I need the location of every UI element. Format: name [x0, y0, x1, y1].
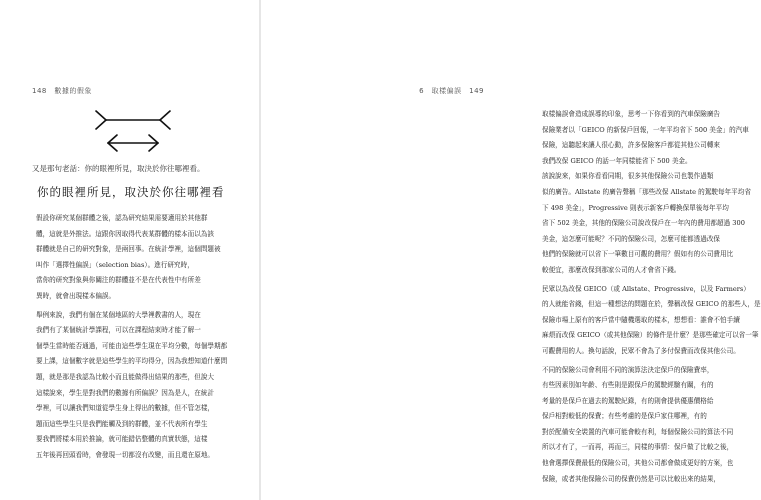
- body-text-line: 該說說來，如果你看看同期，很多其他保險公司也製作過類: [542, 172, 714, 181]
- body-text-line: 民眾以為改保 GEICO（或 Allstate、Progressive，以及 Farmers）: [542, 284, 750, 293]
- right-page: [261, 0, 761, 500]
- body-text-line: 保險，或者其他保險公司的保費仍然是可以比較出來的結果，: [542, 474, 721, 483]
- body-text-line: 體，這就是外推法。這跟你因取得代表某群體的樣本而以為該: [36, 229, 215, 238]
- body-text-line: 當你的研究對象與你關注的群體並不是在代表性中有所差: [36, 276, 201, 285]
- body-text-line: 的人就能省錢，但這一種想法的問題在於，聲稱改保 GEICO 的那些人，是: [542, 300, 761, 309]
- body-text-line: 考量的是保戶在過去的駕駛紀錄，有的則會提供優惠價格給: [542, 396, 714, 405]
- body-text-line: 舉例來說，我們有個在某個地區的大學裡教書的人，現在: [36, 310, 201, 319]
- body-text-line: 題而這些學生只是我們能觸及到的群體，並不代表所有學生: [36, 419, 208, 428]
- body-text-line: 可觀費用的人。換句話說，民眾不會為了多付保費而改保其他公司。: [542, 346, 740, 355]
- body-text-line: 取樣偏誤會造成誤導的印象，思考一下你看到的汽車保險廣告: [542, 110, 721, 118]
- body-text-line: 麻煩而改保 GEICO（或其他保險）的條件是什麼？是那些確定可以省一筆: [542, 331, 759, 340]
- body-text-line: 群體就是自己的研究對象，是兩回事。在統計學裡，這個問題被: [36, 245, 221, 254]
- body-text-line: 叫作「選擇性偏誤」（selection bias）。進行研究時，: [36, 260, 194, 269]
- body-text-line: 不同的保險公司會利用不同的演算法決定保戶的保險費率，: [542, 365, 714, 374]
- left-page: [0, 0, 259, 500]
- body-text-line: 似的廣告。Allstate 的廣告聲稱「那些改保 Allstate 的駕駛每年平均省: [542, 187, 751, 196]
- muller-lyer-illusion-figure: [90, 108, 180, 156]
- body-text-line: 他們的保險就可以省下一筆數目可觀的費用？假如有的公司費用比: [542, 250, 734, 259]
- body-text-line: 保險業者以「GEICO 的新保戶回報，一年平均省下 500 美金」的汽車: [542, 125, 749, 134]
- right-body-text: [542, 107, 761, 487]
- body-text-line: 五年後再回頭看時，會發現一切都沒有改變，而且還在原地。: [36, 450, 215, 459]
- section-title: 你的眼裡所見，取決於你往哪裡看: [37, 185, 225, 199]
- body-text-line: 保戶相對較低的保費；有些考慮的是保戶家住哪裡，有的: [542, 412, 707, 421]
- body-text-line: 對於配備安全裝置的汽車可能會較有利，每個保險公司的算法不同: [542, 427, 734, 436]
- body-text-line: 學裡，可以讓我們知道從學生身上得出的數據，但不管怎樣，: [36, 404, 215, 413]
- figure-caption: 又是那句老話：你的眼裡所見，取決於你往哪裡看。: [32, 164, 205, 173]
- left-body-text: [36, 211, 236, 464]
- body-text-line: 這樣說來，學生是對我們的數據有所偏誤？因為是人，在統計: [36, 388, 215, 397]
- body-text-line: 較便宜，那麼改保到那家公司的人才會省下錢。: [542, 265, 681, 274]
- body-text-line: 我們改保 GEICO 的話一年同樣能省下 500 美金。: [542, 156, 692, 165]
- body-text-line: 有些因素別如年齡、有些則是跟保戶的駕駛經驗有關，有的: [542, 381, 714, 390]
- body-text-line: 假設你研究某個群體之後，認為研究結果需要適用於其他群: [36, 214, 208, 222]
- body-text-line: 保險，這聽起來讓人很心動，許多保險客戶都從其他公司轉來: [542, 141, 721, 150]
- body-text-line: 省下 502 美金，其他的保險公司說改保戶在一年內的費用都超過 300: [542, 219, 745, 228]
- body-text-line: 要我們將樣本用於推論，就可能錯估整體的真實狀態，這樣: [36, 435, 208, 444]
- body-text-line: 保險市場上原有的客戶當中隨機選取的樣本，想想看：誰會不怕手續: [542, 315, 740, 324]
- body-text-line: 下 498 美金」，Progressive 則表示新客戶轉換保單後每年平均: [542, 203, 729, 212]
- body-text-line: 題，就是那是我認為比較小而且能做得出結果的那些，但說大: [36, 372, 215, 381]
- body-text-line: 我們有了某個統計學課程，可以在課程結束時才能了解一: [36, 326, 201, 335]
- body-text-line: 他會選擇保費最低的保險公司，其他公司都會做成更好的方案，也: [542, 459, 734, 468]
- body-text-line: 要上課，這個數字就是這些學生的平均得分，因為我想知道什麼問: [36, 357, 228, 366]
- body-text-line: 個學生當時能否通過，可能由這些學生現在平均分數，每個學期都: [36, 341, 228, 350]
- body-text-line: 異時，就會出現樣本偏誤。: [36, 291, 116, 300]
- body-text-line: 美金，這怎麼可能呢？不同的保險公司，怎麼可能都透過改保: [542, 234, 721, 243]
- body-text-line: 所以才有了，一而再，再而三，同樣的事情：保戶做了比較之後，: [542, 443, 734, 452]
- left-page-header: 148 數據的假象: [32, 87, 92, 95]
- right-page-header: 6 取樣偏誤 149: [419, 87, 484, 95]
